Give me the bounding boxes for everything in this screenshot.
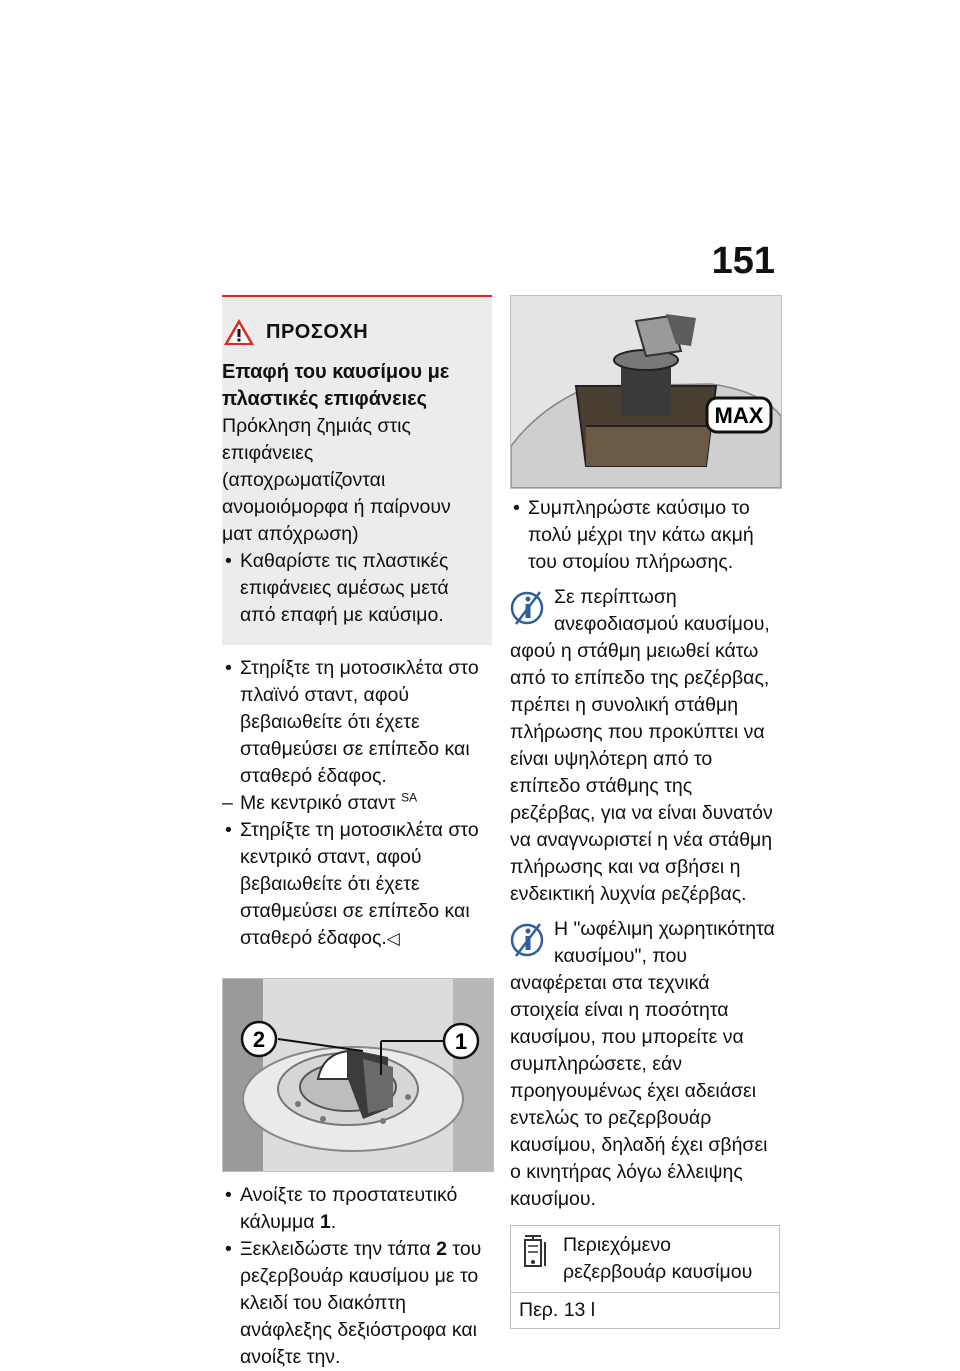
warning-header (222, 317, 478, 347)
spec-table (510, 1225, 780, 1329)
max-label: MAX (714, 403, 764, 428)
sa-marker: SA (401, 790, 418, 805)
info-icon (510, 918, 546, 962)
warning-box (222, 295, 492, 645)
left-column (222, 295, 492, 1371)
spec-value: Περ. 13 l (519, 1299, 596, 1321)
right-column (510, 295, 780, 1329)
fuel-cap-figure (222, 978, 494, 1172)
warning-bullet: • Καθαρίστε τις πλαστικές επιφάνειες αμέσως μετά από επαφή με καύσιμο. (222, 548, 478, 629)
capacity-note (510, 916, 780, 1213)
unlock-cap-text: Ξεκλειδώστε την τάπα (240, 1238, 437, 1260)
step-side-stand: • Στηρίξτε τη μοτοσικλέτα στο πλαϊνό σταντ, αφού βεβαιωθείτε ότι έχετε σταθμεύσει σε επίπεδο και σταθερό έδαφος. (222, 655, 492, 790)
fuel-level-figure (510, 295, 782, 489)
step-center-stand-text: Στηρίξτε τη μοτοσικλέτα στο κεντρικό σταντ, αφού βεβαιωθείτε ότι έχετε σταθμεύσει σε επίπεδο και σταθερό έδαφος. (240, 819, 479, 949)
page-number: 151 (711, 240, 775, 282)
unlock-cap-suffix: του ρεζερβουάρ καυσίμου με το κλειδί του διακόπτη ανάφλεξης δεξιόστροφα και ανοίξτε την. (240, 1238, 482, 1368)
callout-1: 1 (454, 1029, 468, 1054)
open-cover-suffix: . (330, 1211, 337, 1233)
warning-subtitle: Επαφή του καυσίμου με πλαστικές επιφάνειες (222, 361, 450, 410)
step-fill-fuel: • Συμπληρώστε καύσιμο το πολύ μέχρι την κάτω ακμή του στομίου πλήρωσης. (510, 495, 780, 576)
reserve-note (510, 584, 780, 908)
option-center-stand (222, 790, 492, 817)
reserve-note-text: Σε περίπτωση ανεφοδιασμού καυσίμου, αφού η στάθμη μειωθεί κάτω από το επίπεδο της ρεζέρβας, πρέπει η συνολική στάθμη πλήρωσης που προκύπτει να είναι υψηλότερη από το επίπεδο στάθμης της ρεζέρβας, για να είναι δυνατόν να αναγνωριστεί η νέα στάθμη πλήρωσης και να σβήσει η ενδεικτική λυχνία ρεζέρβας. (510, 586, 773, 905)
end-mark: ◁ (386, 929, 400, 948)
info-icon (510, 586, 546, 630)
warning-label: ΠΡΟΣΟΧΗ (266, 320, 369, 343)
warning-triangle-icon (222, 317, 256, 347)
callout-2: 2 (252, 1027, 266, 1052)
spec-title: Περιεχόμενο ρεζερβουάρ καυσίμου (563, 1234, 753, 1283)
fuel-gauge-icon (519, 1232, 551, 1272)
step-center-stand (222, 817, 492, 952)
option-text: Με κεντρικό σταντ (240, 792, 396, 814)
open-cover-text: Ανοίξτε το προστατευτικό κάλυμμα (240, 1184, 458, 1233)
warning-text: Πρόκληση ζημιάς στις επιφάνειες (αποχρωματίζονται ανομοιόμορφα ή παίρνουν ματ απόχρωση) (222, 415, 451, 545)
capacity-note-text: Η "ωφέλιμη χωρητικότητα καυσίμου", που αναφέρεται στα τεχνικά στοιχεία είναι η ποσότητα καυσίμου, που μπορείτε να συμπληρώσετε, εάν προηγουμένως έχει αδειάσει εντελώς το ρεζερβουάρ καυσίμου, δηλαδή έχει σβήσει ο κινητήρας λόγω έλλειψης καυσίμου. (510, 918, 775, 1210)
unlock-cap-ref: 2 (436, 1238, 447, 1260)
step-unlock-cap (222, 1236, 492, 1371)
spec-header (511, 1226, 779, 1293)
fuel-level-illustration (511, 296, 781, 488)
open-cover-ref: 1 (319, 1211, 331, 1233)
fuel-cap-illustration (223, 979, 493, 1171)
step-open-cover (222, 1182, 492, 1236)
